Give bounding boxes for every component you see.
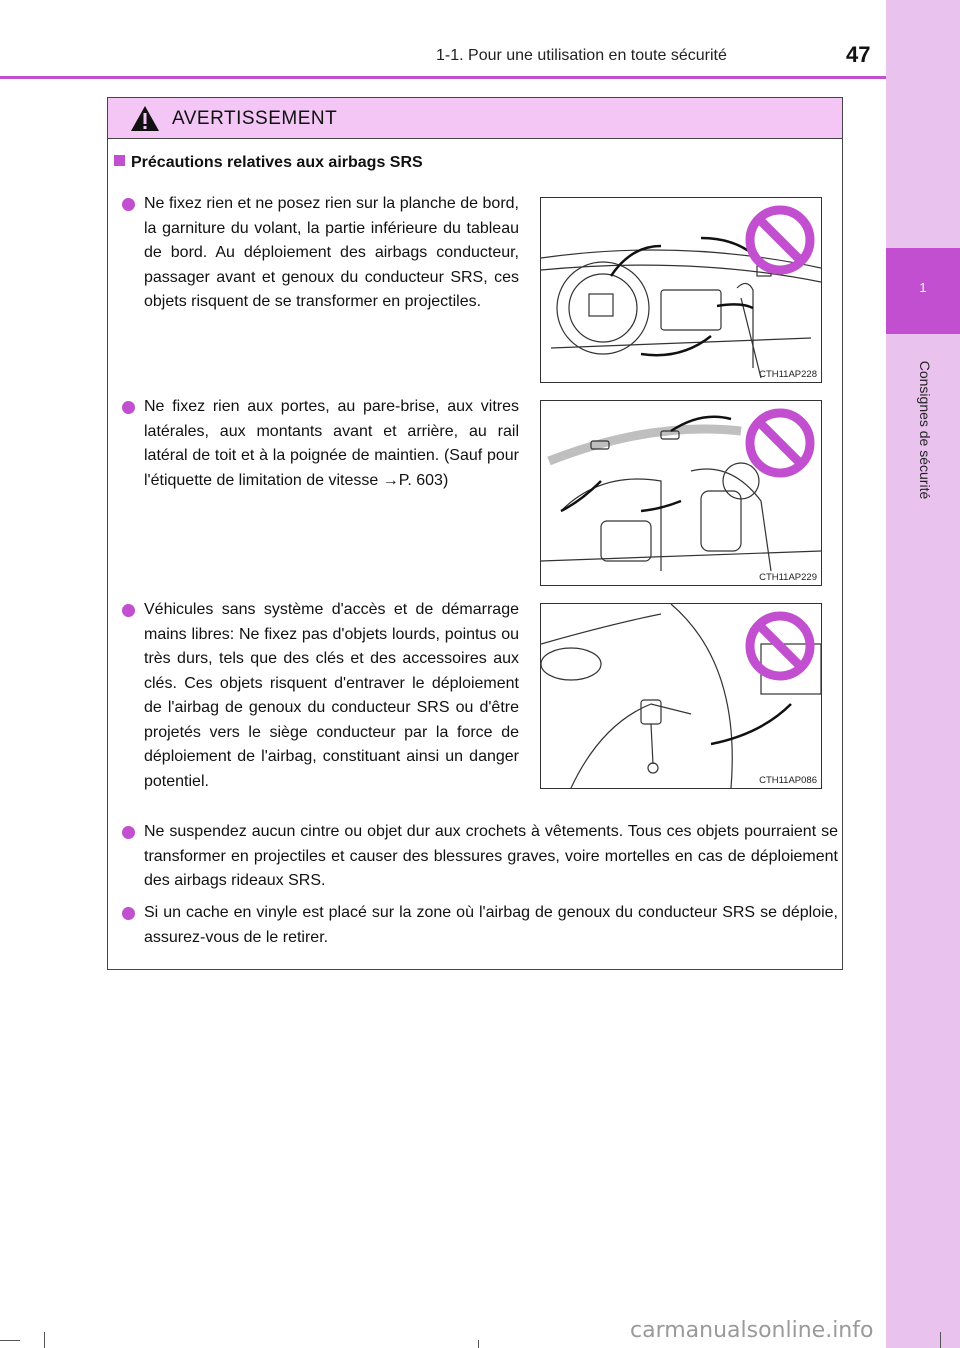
figure-dashboard <box>540 197 822 383</box>
chapter-label: Consignes de sécurité <box>917 360 933 500</box>
figure-code: CTH11AP086 <box>759 775 817 786</box>
bullet-dot-icon <box>122 907 135 920</box>
figure-key-column <box>540 603 822 789</box>
figure-interior <box>540 400 822 586</box>
bullet-dot-icon <box>122 826 135 839</box>
crop-mark <box>940 1332 941 1348</box>
warning-title: AVERTISSEMENT <box>172 108 338 129</box>
warning-header <box>108 98 842 139</box>
warning-triangle-icon <box>130 105 160 132</box>
figure-code: CTH11AP228 <box>759 369 817 380</box>
section-header: 1-1. Pour une utilisation en toute sécurité <box>436 47 727 64</box>
bullet-dot-icon <box>122 604 135 617</box>
prohibited-icon <box>744 407 816 479</box>
list-item: Ne suspendez aucun cintre ou objet dur aux crochets à vêtements. Tous ces objets pourraient se transformer en projectiles et causer des blessures graves, voire mortelles en cas de déploiement des airbags rideaux SRS. <box>144 820 838 894</box>
square-bullet-icon <box>114 155 125 166</box>
chapter-number: 1 <box>919 280 927 295</box>
header-rule <box>0 76 886 79</box>
list-item: Si un cache en vinyle est placé sur la zone où l'airbag de genoux du conducteur SRS se déploie, assurez-vous de le retirer. <box>144 901 838 950</box>
prohibited-icon <box>744 204 816 276</box>
watermark: carmanualsonline.info <box>630 1318 874 1343</box>
bullet-dot-icon <box>122 401 135 414</box>
bullet-dot-icon <box>122 198 135 211</box>
crop-mark <box>0 1340 20 1341</box>
list-item: Ne fixez rien et ne posez rien sur la planche de bord, la garniture du volant, la partie inférieure du tableau de bord. Au déploiement des airbags conducteur, passager avant et genoux du conducteur SRS, ces objets risquent de se transformer en projectiles. <box>144 192 519 315</box>
list-item: Véhicules sans système d'accès et de démarrage mains libres: Ne fixez pas d'objets lourds, pointus ou très durs, tels que des clés et des accessoires aux clés. Ces objets risquent d'entraver le déploiement de l'airbag de genoux du conducteur SRS ou d'être projetés vers le siège conducteur par la force de déploiement de l'airbag, constituant ainsi un danger potentiel. <box>144 598 519 794</box>
section-heading: Précautions relatives aux airbags SRS <box>114 154 423 172</box>
prohibited-icon <box>744 610 816 682</box>
warning-box <box>107 97 843 970</box>
crop-mark <box>478 1340 479 1348</box>
crop-mark <box>44 1332 45 1348</box>
page-number: 47 <box>846 42 871 67</box>
list-item: Ne fixez rien aux portes, au pare-brise, aux vitres latérales, aux montants avant et arrière, au rail latéral de toit et à la poignée de maintien. (Sauf pour l'étiquette de limitation de vitesse →P. 603) <box>144 395 519 493</box>
figure-code: CTH11AP229 <box>759 572 817 583</box>
chapter-side-tab <box>886 0 960 1348</box>
